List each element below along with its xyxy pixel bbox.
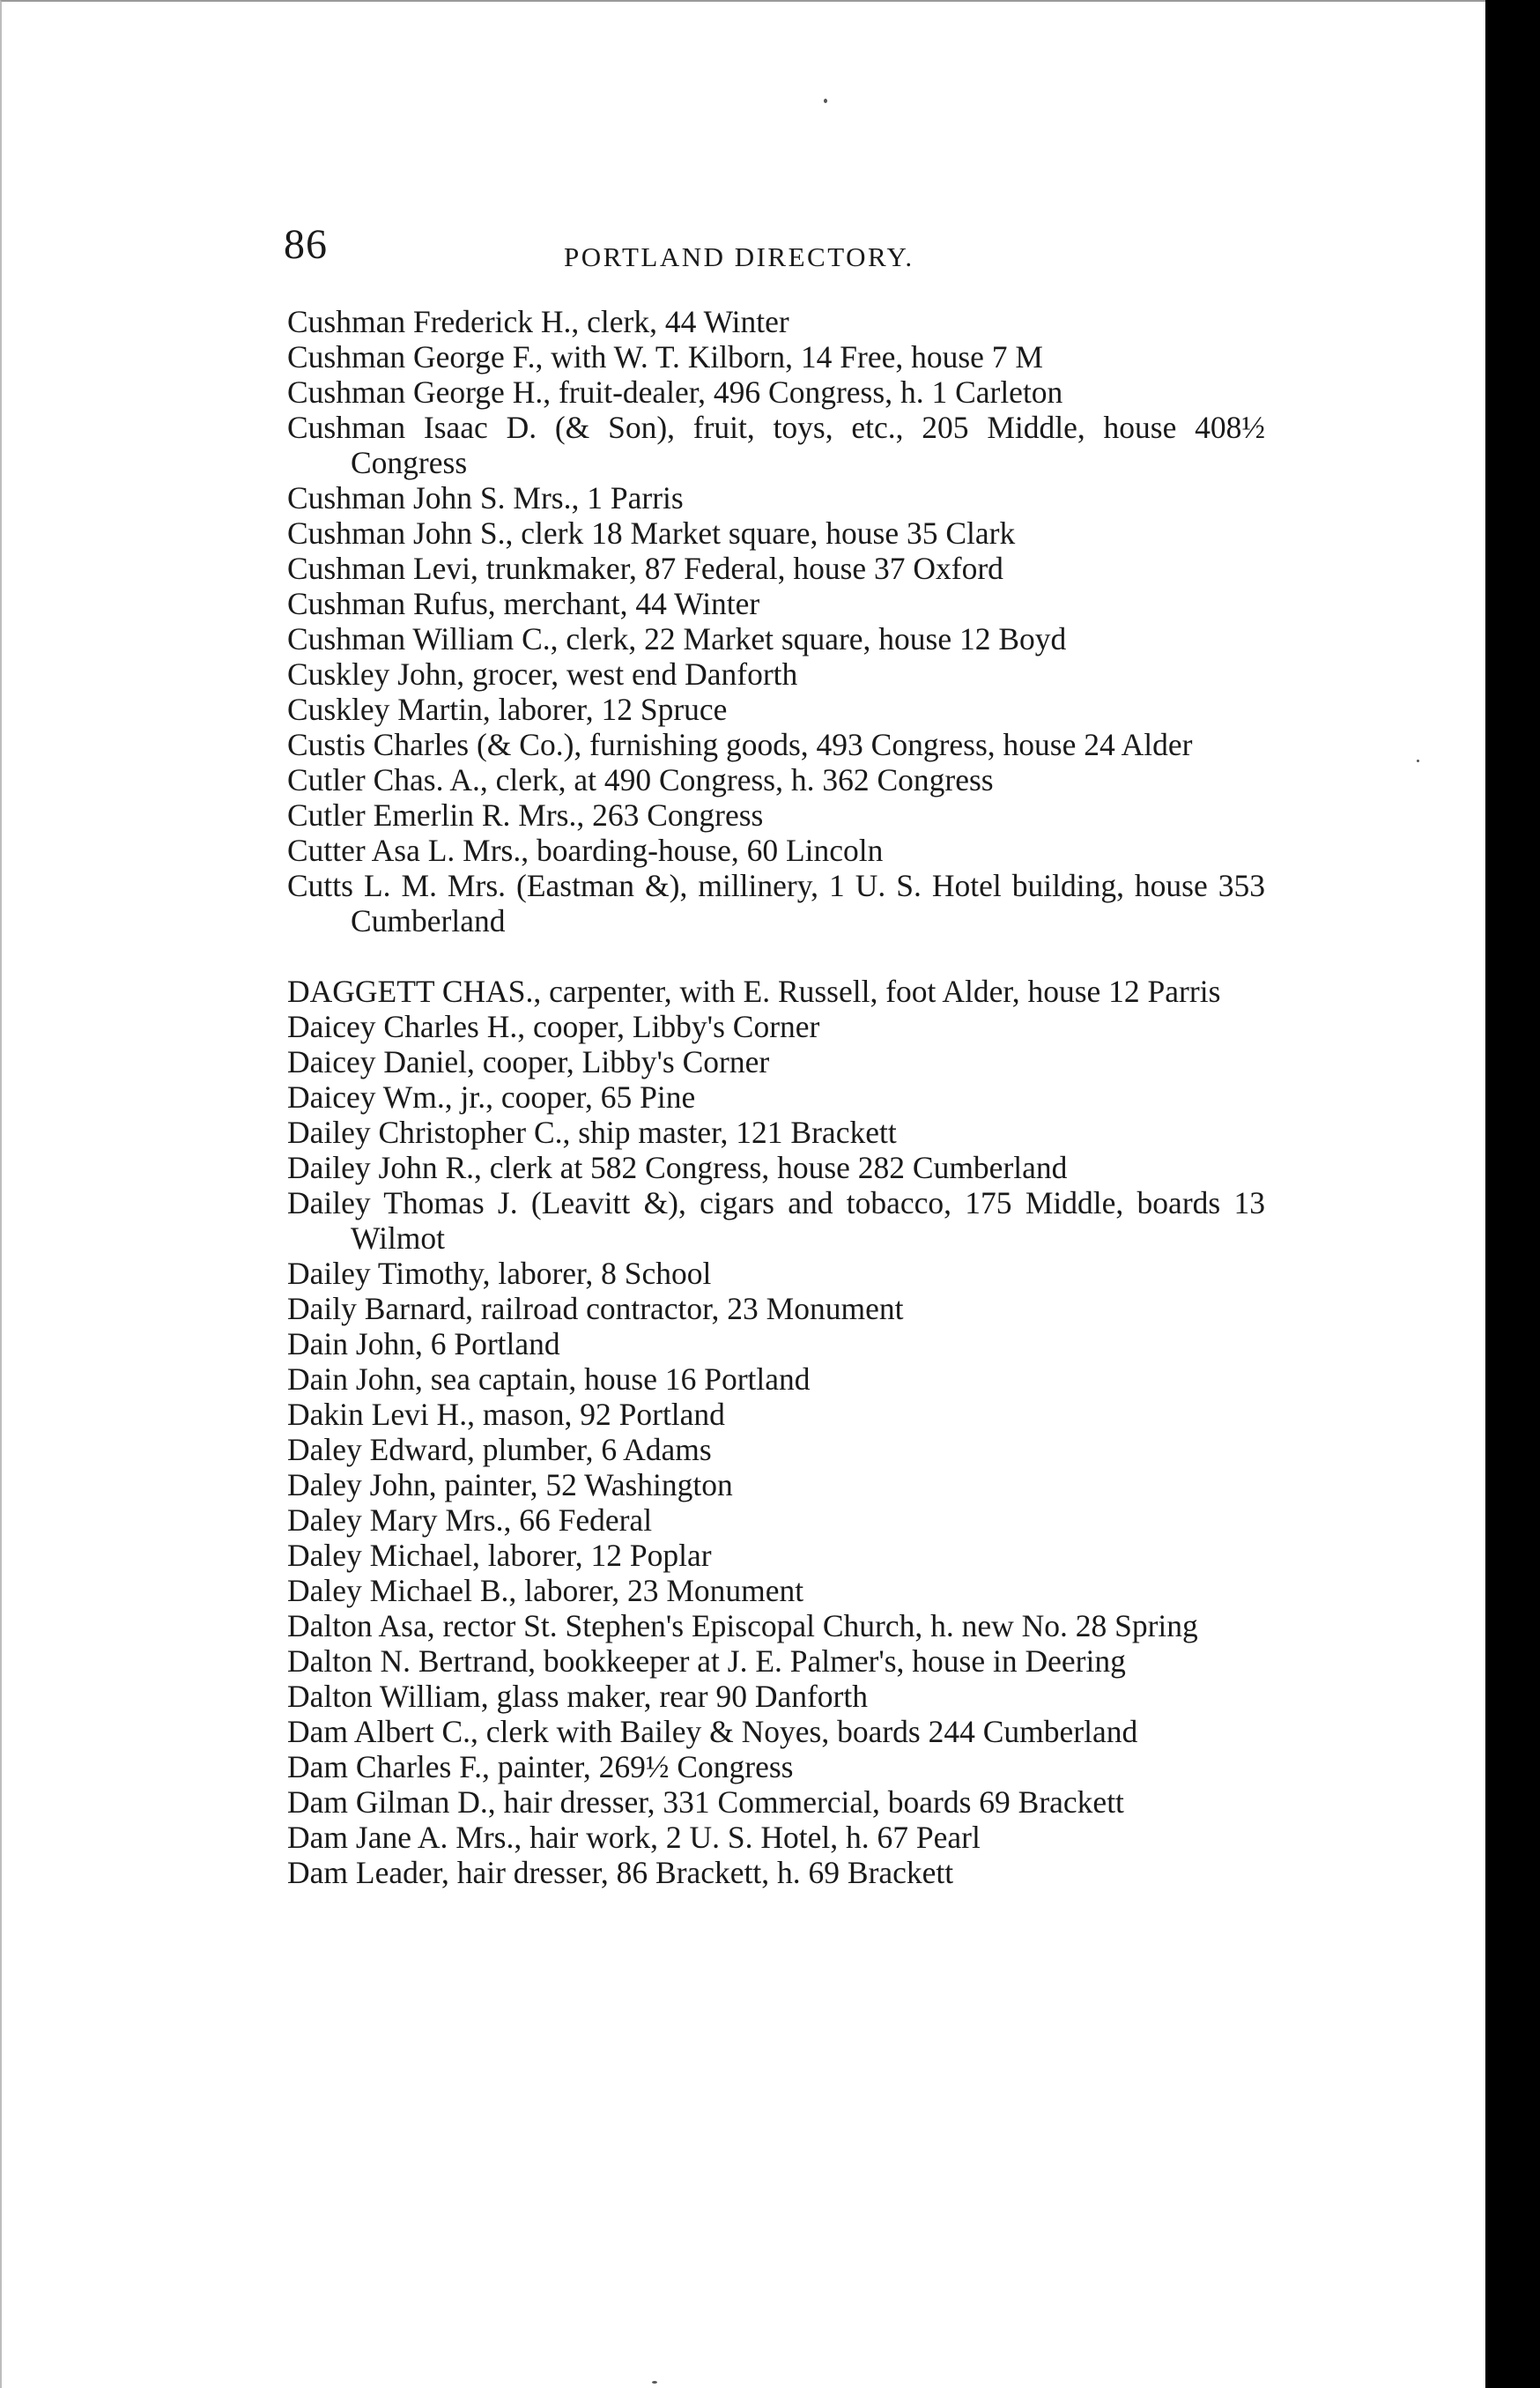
directory-entry: Daley John, painter, 52 Washington — [287, 1467, 733, 1502]
binding-edge — [1485, 0, 1540, 2388]
directory-entry: Daicey Charles H., cooper, Libby's Corner — [287, 1009, 820, 1044]
directory-entry: Dailey Timothy, laborer, 8 School — [287, 1256, 712, 1291]
directory-entry: Daley Mary Mrs., 66 Federal — [287, 1502, 653, 1538]
directory-entry: Cutter Asa L. Mrs., boarding-house, 60 Lincoln — [287, 833, 884, 868]
directory-entry: Cushman George H., fruit-dealer, 496 Congress, h. 1 Carleton — [287, 375, 1063, 410]
directory-entry: Dam Charles F., painter, 269½ Congress — [287, 1749, 794, 1784]
directory-entry: Daicey Wm., jr., cooper, 65 Pine — [287, 1079, 696, 1115]
running-head — [284, 220, 1253, 282]
paper-speck — [652, 2381, 657, 2384]
directory-entry: Dam Gilman D., hair dresser, 331 Commercial, boards 69 Brackett — [287, 1784, 1124, 1820]
directory-entry: DAGGETT CHAS., carpenter, with E. Russell, foot Alder, house 12 Parris — [287, 974, 1221, 1009]
directory-entry: Cushman Isaac D. (& Son), fruit, toys, etc., 205 Middle, house 408½ Congress — [287, 410, 1265, 480]
section-divider — [287, 938, 1265, 974]
directory-entry: Dalton Asa, rector St. Stephen's Episcopal Church, h. new No. 28 Spring — [287, 1608, 1198, 1643]
directory-entry: Cutler Chas. A., clerk, at 490 Congress, h. 362 Congress — [287, 762, 994, 797]
directory-entry: Cushman Frederick H., clerk, 44 Winter — [287, 304, 789, 339]
directory-entry: Dailey Christopher C., ship master, 121 Brackett — [287, 1115, 897, 1150]
paper-speck — [824, 99, 827, 103]
directory-entry: Cushman Rufus, merchant, 44 Winter — [287, 586, 760, 621]
directory-entry: Dain John, sea captain, house 16 Portland — [287, 1361, 811, 1397]
section-cushman-cutts — [287, 304, 1265, 938]
directory-entry: Dam Jane A. Mrs., hair work, 2 U. S. Hotel, h. 67 Pearl — [287, 1820, 981, 1855]
directory-entry: Daley Michael B., laborer, 23 Monument — [287, 1573, 804, 1608]
directory-entry: Cutts L. M. Mrs. (Eastman &), millinery, 1 U. S. Hotel building, house 353 Cumberland — [287, 868, 1265, 938]
directory-entry: Daicey Daniel, cooper, Libby's Corner — [287, 1044, 770, 1079]
directory-entry: Dalton N. Bertrand, bookkeeper at J. E. Palmer's, house in Deering — [287, 1643, 1126, 1679]
paper-speck — [1417, 760, 1419, 762]
directory-entry: Dakin Levi H., mason, 92 Portland — [287, 1397, 725, 1432]
directory-entry: Dalton William, glass maker, rear 90 Danforth — [287, 1679, 868, 1714]
directory-entry: Custis Charles (& Co.), furnishing goods, 493 Congress, house 24 Alder — [287, 727, 1193, 762]
section-daggett-dam — [287, 974, 1265, 1890]
directory-entry: Cutler Emerlin R. Mrs., 263 Congress — [287, 797, 764, 833]
directory-entry: Cushman George F., with W. T. Kilborn, 14 Free, house 7 M — [287, 339, 1043, 375]
directory-entry: Cushman John S. Mrs., 1 Parris — [287, 480, 684, 515]
directory-entry: Cushman Levi, trunkmaker, 87 Federal, house 37 Oxford — [287, 551, 1003, 586]
directory-entry: Dailey John R., clerk at 582 Congress, house 282 Cumberland — [287, 1150, 1068, 1185]
directory-entry: Cushman John S., clerk 18 Market square, house 35 Clark — [287, 515, 1016, 551]
directory-entry: Dam Albert C., clerk with Bailey & Noyes, boards 244 Cumberland — [287, 1714, 1138, 1749]
directory-entry: Cushman William C., clerk, 22 Market square, house 12 Boyd — [287, 621, 1067, 656]
page-number: 86 — [284, 221, 328, 268]
directory-entry: Dailey Thomas J. (Leavitt &), cigars and tobacco, 175 Middle, boards 13 Wilmot — [287, 1185, 1265, 1256]
directory-listing — [287, 304, 1265, 1890]
directory-entry: Cuskley John, grocer, west end Danforth — [287, 656, 798, 692]
directory-entry: Daily Barnard, railroad contractor, 23 Monument — [287, 1291, 904, 1326]
directory-entry: Cuskley Martin, laborer, 12 Spruce — [287, 692, 728, 727]
running-title: PORTLAND DIRECTORY. — [564, 241, 914, 272]
directory-entry: Dam Leader, hair dresser, 86 Brackett, h. 69 Brackett — [287, 1855, 954, 1890]
directory-entry: Daley Edward, plumber, 6 Adams — [287, 1432, 712, 1467]
directory-entry: Dain John, 6 Portland — [287, 1326, 560, 1361]
directory-entry: Daley Michael, laborer, 12 Poplar — [287, 1538, 712, 1573]
